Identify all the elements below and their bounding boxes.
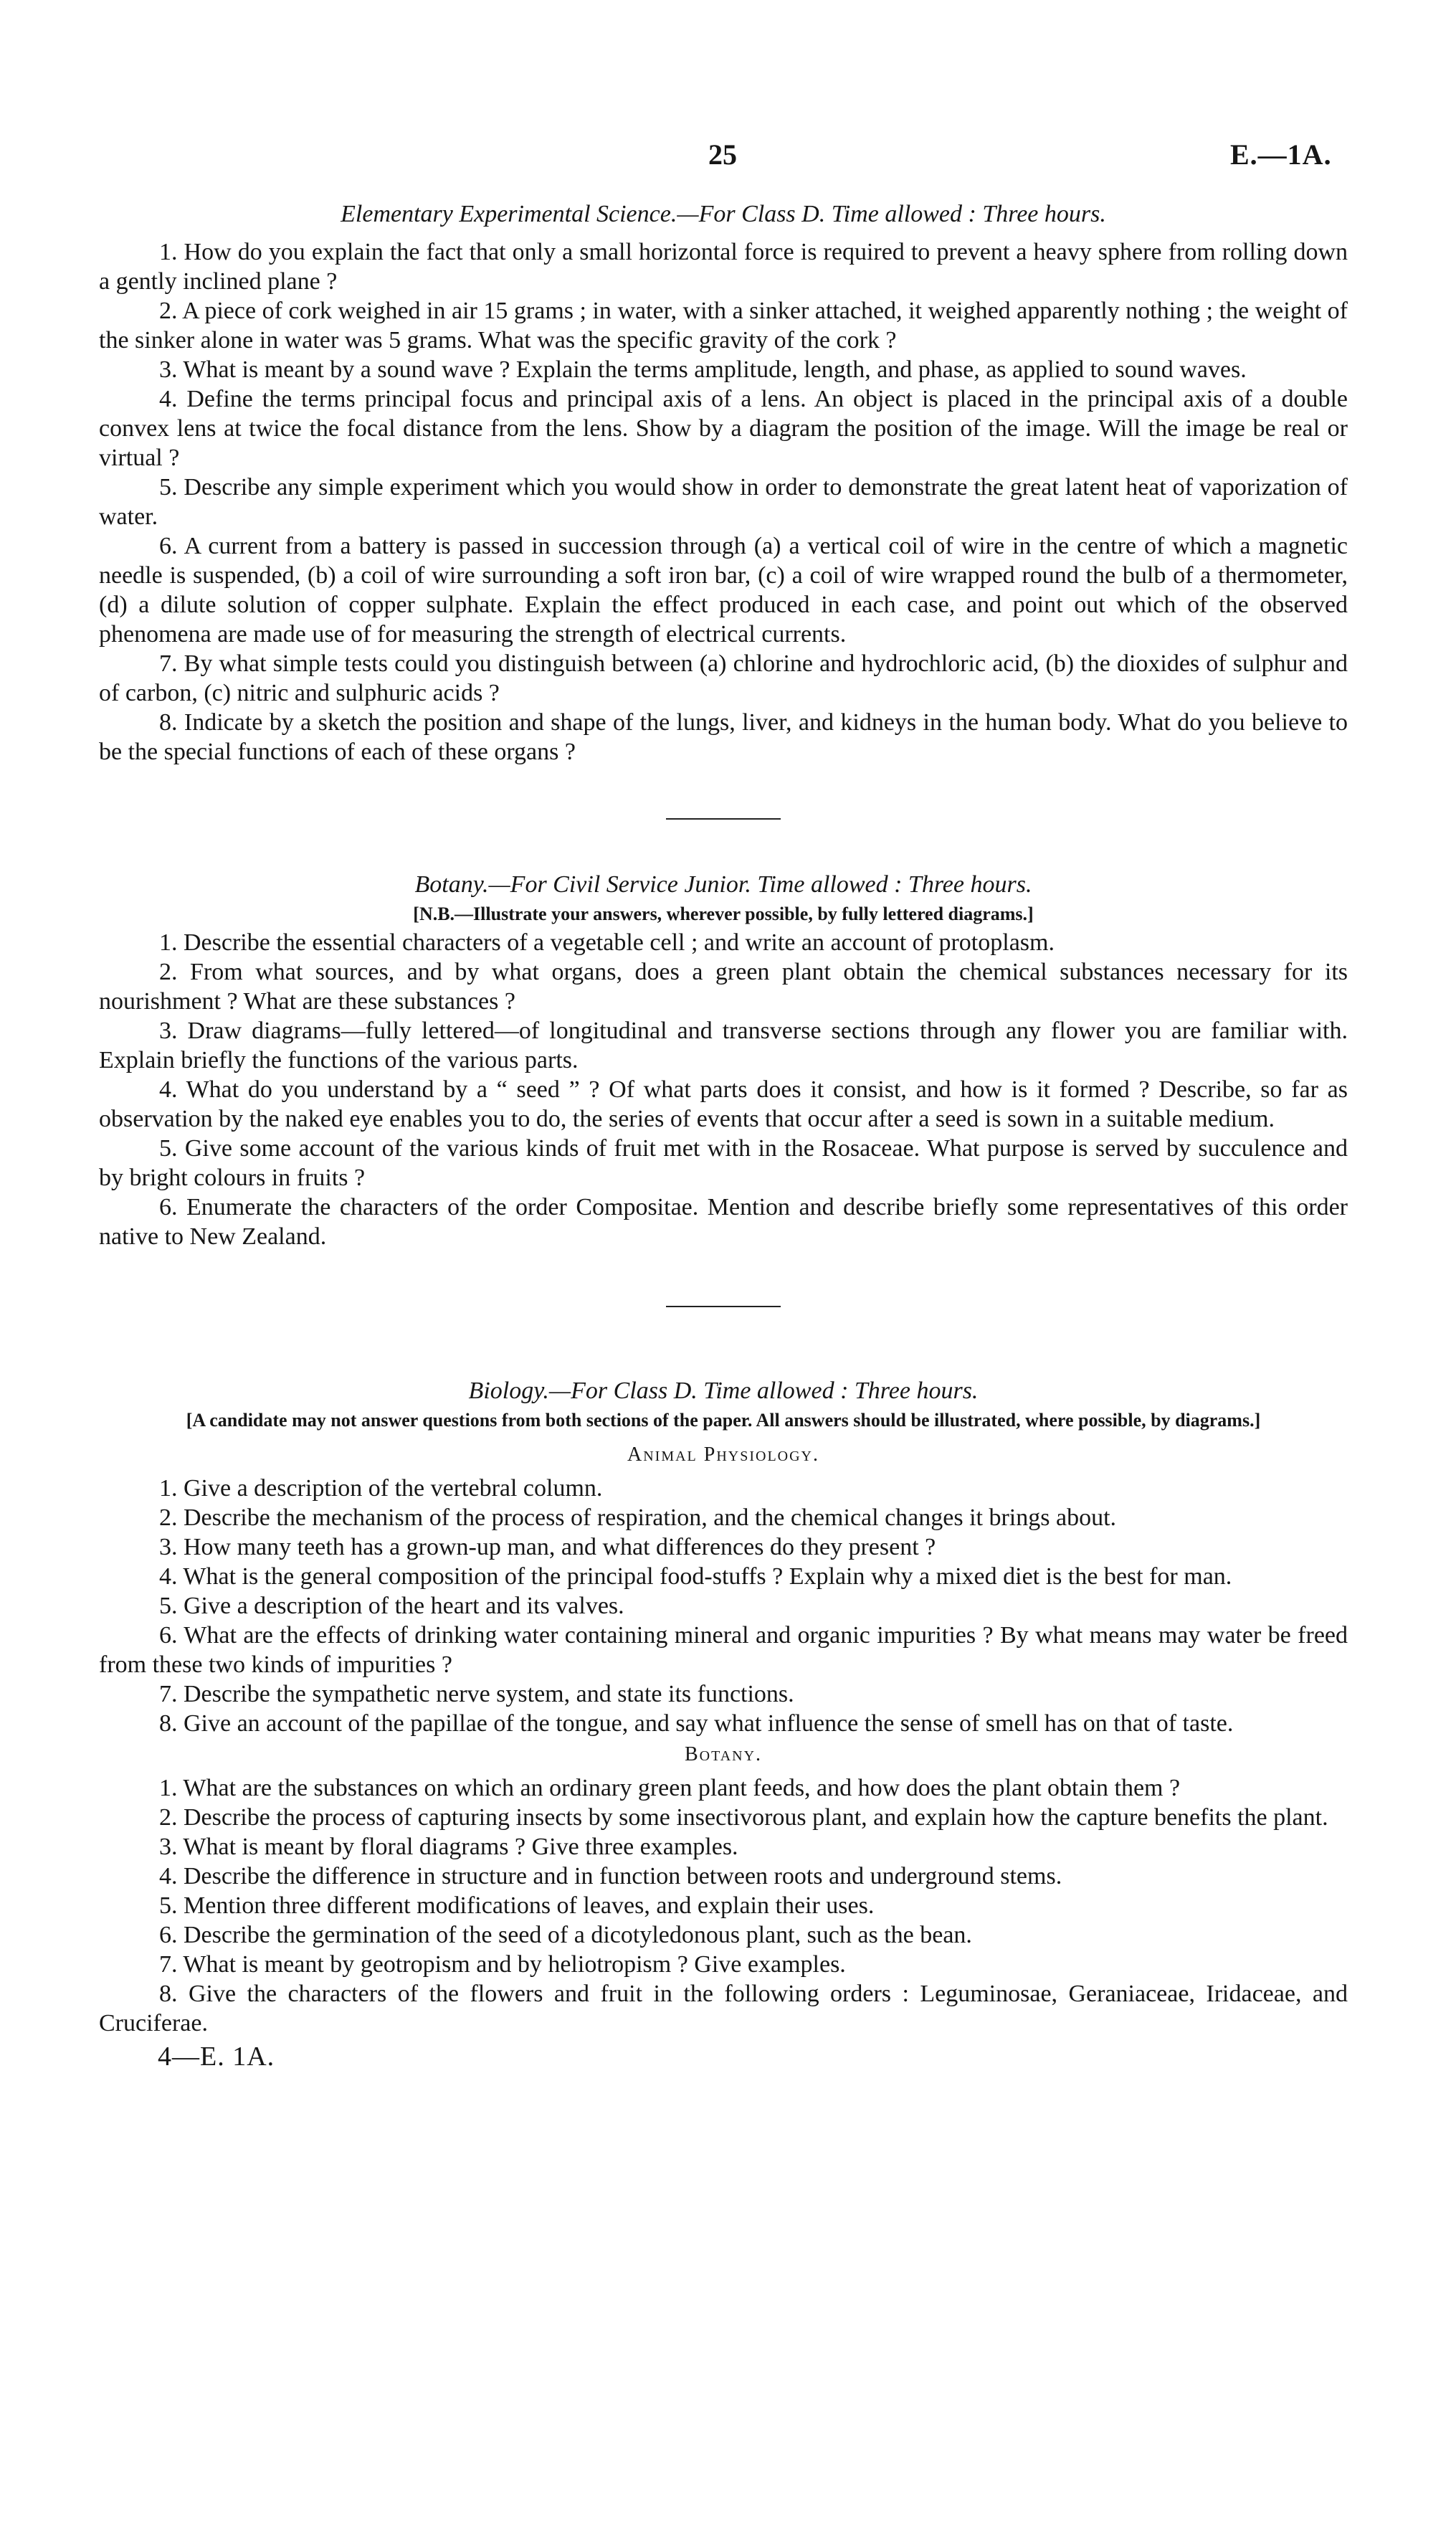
question: 2. A piece of cork weighed in air 15 grams ; in water, with a sinker attached, it weighed apparently nothing ; the weight of the sinker alone in water was 5 grams. What was the specific gravity of the cork ? [99,298,1348,354]
question: 5. Give a description of the heart and its valves. [159,1593,624,1619]
subsection-heading: Botany. [684,1743,763,1765]
question: 2. Describe the process of capturing insects by some insectivorous plant, and explain how the capture benefits the plant. [159,1804,1328,1831]
question: 2. From what sources, and by what organs, does a green plant obtain the chemical substances necessary for its nourishment ? What are these substances ? [99,959,1348,1015]
question: 8. Indicate by a sketch the position and shape of the lungs, liver, and kidneys in the human body. What do you believe to be the special functions of each of these organs ? [99,709,1348,765]
section-experimental-science [99,199,1348,767]
question: 6. A current from a battery is passed in succession through (a) a vertical coil of wire in the centre of which a magnetic needle is suspended, (b) a coil of wire surrounding a soft iron bar, (c) a coil of wire wrapped round the bulb of a thermometer, (d) a dilute solution of copper sulphate. Explain the effect produced in each case, and point out which of the observed phenomena are made use of for measuring the strength of electrical currents. [99,533,1348,648]
question: 7. Describe the sympathetic nerve system, and state its functions. [159,1681,794,1707]
page-content [99,136,1348,2072]
page-number: 25 [708,138,737,171]
question: 6. Enumerate the characters of the order Compositae. Mention and describe briefly some representatives of this order native to New Zealand. [99,1194,1348,1250]
subsection-heading: Animal Physiology. [627,1443,819,1466]
section-biology [99,1376,1348,2038]
question: 3. Draw diagrams—fully lettered—of longitudinal and transverse sections through any flower you are familiar with. Explain briefly the functions of the various parts. [99,1018,1348,1073]
section-title: Botany.—For Civil Service Junior. Time allowed : Three hours. [414,871,1032,898]
section-title: Elementary Experimental Science.—For Class D. Time allowed : Three hours. [341,201,1106,227]
question: 4. Describe the difference in structure and in function between roots and underground stems. [159,1863,1062,1889]
question: 7. By what simple tests could you distinguish between (a) chlorine and hydrochloric acid, (b) the dioxides of sulphur and of carbon, (c) nitric and sulphuric acids ? [99,650,1348,706]
question: 1. How do you explain the fact that only a small horizontal force is required to prevent a heavy sphere from rolling down a gently inclined plane ? [99,239,1348,295]
question: 1. What are the substances on which an ordinary green plant feeds, and how does the plant obtain them ? [159,1775,1181,1801]
section-title: Biology.—For Class D. Time allowed : Three hours. [468,1378,979,1404]
document-reference: E.—1A. [1230,138,1332,171]
question: 2. Describe the mechanism of the process of respiration, and the chemical changes it brings about. [159,1504,1117,1531]
question: 6. What are the effects of drinking water containing mineral and organic impurities ? By what means may water be freed from these two kinds of impurities ? [99,1622,1348,1678]
question: 8. Give the characters of the flowers and fruit in the following orders : Leguminosae, Geraniaceae, Iridaceae, and Cruciferae. [99,1981,1348,2036]
question: 5. Describe any simple experiment which you would show in order to demonstrate the great latent heat of vaporization of water. [99,474,1348,530]
question: 4. What do you understand by a “ seed ” ? Of what parts does it consist, and how is it formed ? Describe, so far as observation by the naked eye enables you to do, the series of events that occur after a seed is sown in a suitable medium. [99,1076,1348,1132]
question: 1. Describe the essential characters of a vegetable cell ; and write an account of protoplasm. [159,929,1055,956]
section-note: [A candidate may not answer questions from both sections of the paper. All answers should be illustrated, where possible, by diagrams.] [186,1410,1261,1431]
question: 4. What is the general composition of the principal food-stuffs ? Explain why a mixed diet is the best for man. [159,1563,1232,1590]
section-note: [N.B.—Illustrate your answers, wherever possible, by fully lettered diagrams.] [413,904,1034,924]
question: 7. What is meant by geotropism and by heliotropism ? Give examples. [159,1951,846,1978]
question: 8. Give an account of the papillae of the tongue, and say what influence the sense of smell has on that of taste. [159,1710,1234,1737]
question: 6. Describe the germination of the seed of a dicotyledonous plant, such as the bean. [159,1922,972,1948]
question: 3. What is meant by floral diagrams ? Give three examples. [159,1834,738,1860]
question: 4. Define the terms principal focus and principal axis of a lens. An object is placed in the principal axis of a double convex lens at twice the focal distance from the lens. Show by a diagram the position of the image. Will the image be real or virtual ? [99,386,1348,471]
footer-signature: 4—E. 1A. [158,2042,275,2072]
question: 5. Give some account of the various kinds of fruit met with in the Rosaceae. What purpose is served by succulence and by bright colours in fruits ? [99,1135,1348,1191]
section-botany-civil-service [99,870,1348,1251]
question: 3. What is meant by a sound wave ? Explain the terms amplitude, length, and phase, as applied to sound waves. [159,356,1247,383]
question: 5. Mention three different modifications of leaves, and explain their uses. [159,1892,875,1919]
section-divider [666,818,781,820]
question: 1. Give a description of the vertebral column. [159,1475,603,1502]
question: 3. How many teeth has a grown-up man, and what differences do they present ? [159,1534,936,1560]
section-divider [666,1306,781,1307]
